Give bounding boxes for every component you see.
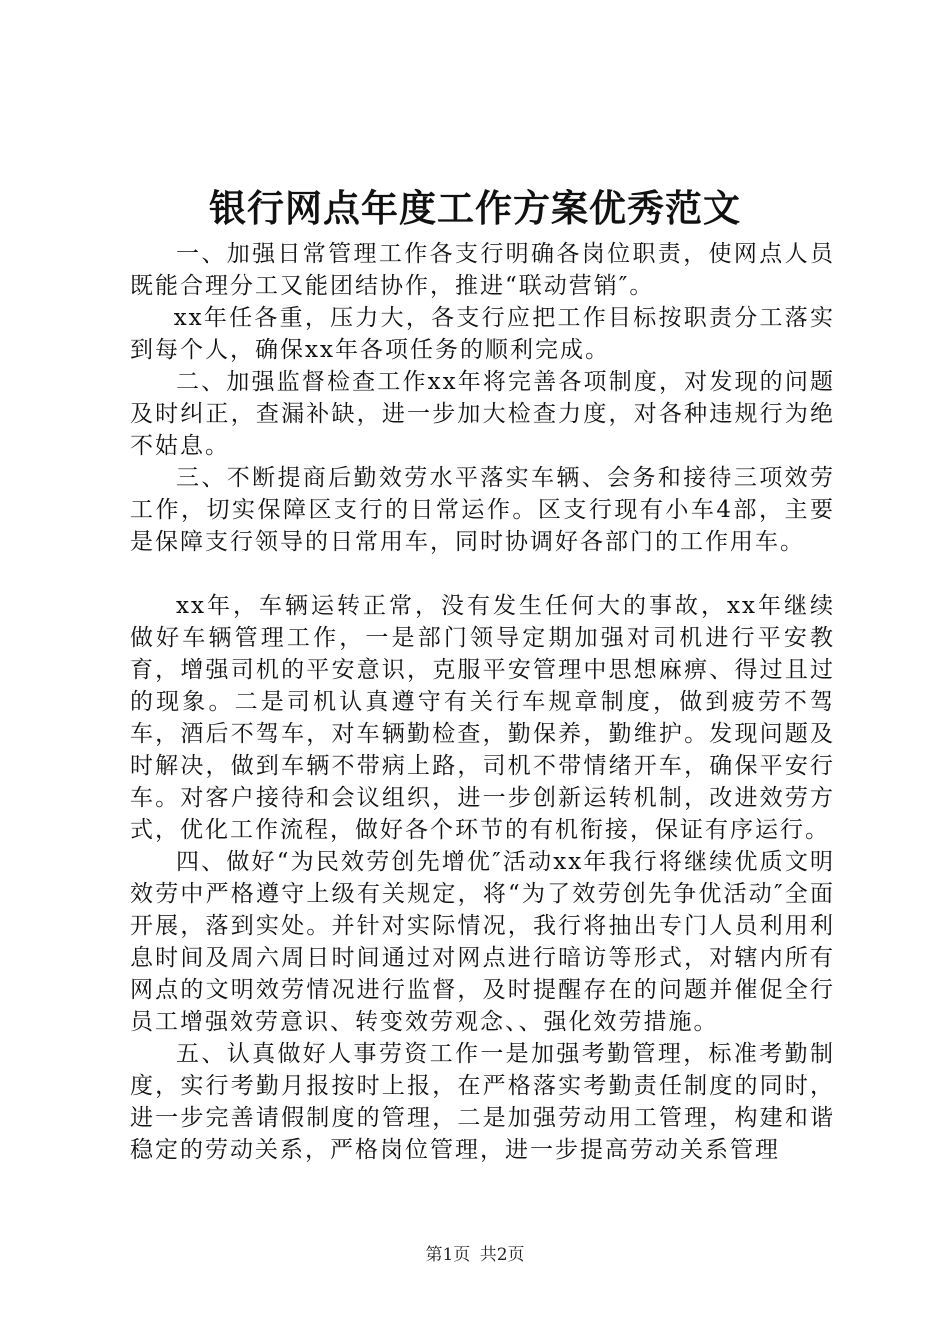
paragraph-7: 五、认真做好人事劳资工作一是加强考勤管理，标准考勤制度，实行考勤月报按时上报，在严格落实考勤责任制度的同时，进一步完善请假制度的管理，二是加强劳动用工管理，构建和谐稳定的劳动关系，严格岗位管理，进一步提高劳动关系管理 bbox=[130, 1041, 835, 1163]
page-footer bbox=[0, 1244, 950, 1266]
paragraph-5: xx年，车辆运转正常，没有发生任何大的事故，xx年继续做好车辆管理工作，一是部门领导定期加强对司机进行平安教育，增强司机的平安意识，克服平安管理中思想麻痹、得过且过的现象。二是司机认真遵守有关行车规章制度，做到疲劳不驾车，酒后不驾车，对车辆勤检查，勤保养，勤维护。发现问题及时解决，做到车辆不带病上路，司机不带情绪开车，确保平安行车。对客户接待和会议组织，进一步创新运转机制，改进效劳方式，优化工作流程，做好各个环节的有机衔接，保证有序运行。 bbox=[130, 593, 835, 843]
paragraph-2: xx年任各重，压力大，各支行应把工作目标按职责分工落实到每个人，确保xx年各项任务的顺利完成。 bbox=[130, 305, 835, 363]
paragraph-1: 一、加强日常管理工作各支行明确各岗位职责，使网点人员既能合理分工又能团结协作，推进“联动营销″。 bbox=[130, 241, 835, 299]
paragraph-4: 三、不断提商后勤效劳水平落实车辆、会务和接待三项效劳工作，切实保障区支行的日常运作。区支行现有小车4部，主要是保障支行领导的日常用车，同时协调好各部门的工作用车。 bbox=[130, 465, 835, 555]
paragraph-3: 二、加强监督检查工作xx年将完善各项制度，对发现的问题及时纠正，查漏补缺，进一步加大检查力度，对各种违规行为绝不姑息。 bbox=[130, 369, 835, 459]
paragraph-6: 四、做好“为民效劳创先增优″活动xx年我行将继续优质文明效劳中严格遵守上级有关规定，将“为了效劳创先争优活动″全面开展，落到实处。并针对实际情况，我行将抽出专门人员利用利息时间及周六周日时间通过对网点进行暗访等形式，对辖内所有网点的文明效劳情况进行监督，及时提醒存在的问题并催促全行员工增强效劳意识、转变效劳观念、、强化效劳措施。 bbox=[130, 849, 835, 1035]
document-body bbox=[130, 238, 835, 1166]
page-total: 共2页 bbox=[479, 1245, 525, 1265]
document-title: 银行网点年度工作方案优秀范文 bbox=[209, 186, 741, 230]
page-number: 第1页 bbox=[425, 1245, 471, 1265]
